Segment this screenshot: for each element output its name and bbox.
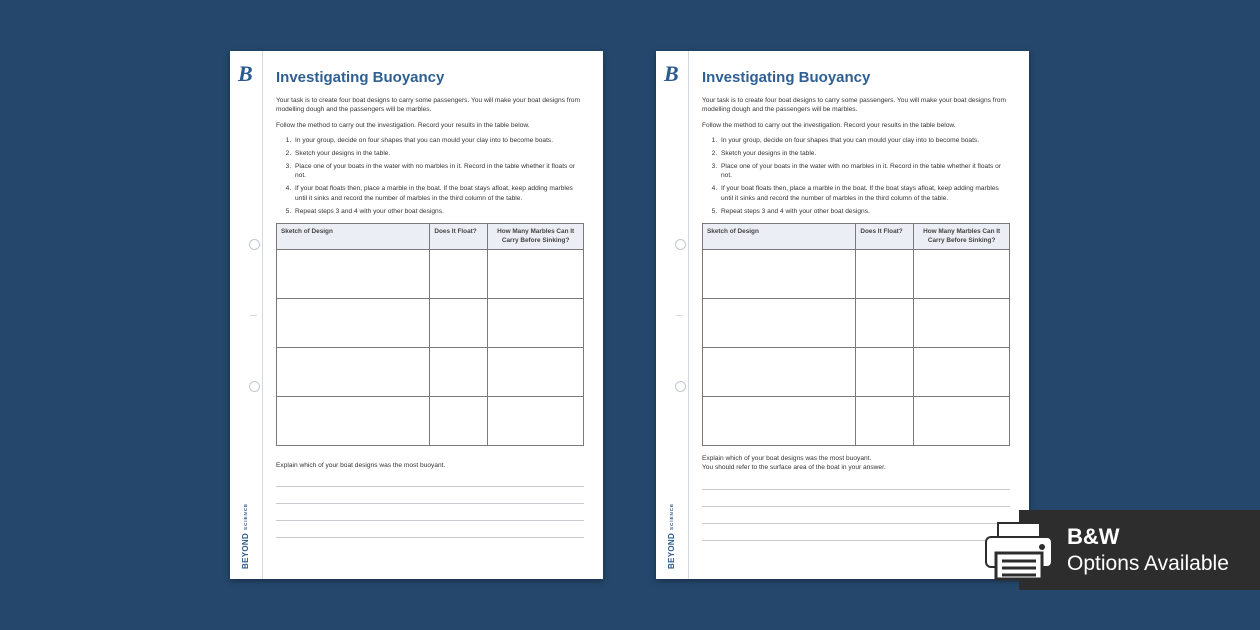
binder-rail <box>230 51 263 579</box>
method-step: 1. In your group, decide on four shapes that you can mould your clay into to become boats. <box>293 136 585 145</box>
table-header-sketch: Sketch of Design <box>703 224 856 250</box>
printer-icon <box>984 521 1054 581</box>
table-row <box>703 348 1010 397</box>
intro-text: Your task is to create four boat designs to carry some passengers. You will make your boat designs from modelling dough and the passengers will be marbles. <box>702 97 1006 114</box>
brand-wordmark: BEYONDSCIENCE <box>241 502 250 569</box>
method-text: Follow the method to carry out the investigation. Record your results in the table below. <box>702 121 956 129</box>
method-step: 5. Repeat steps 3 and 4 with your other boat designs. <box>293 207 585 216</box>
table-row <box>277 299 584 348</box>
table-header-marbles: How Many Marbles Can It Carry Before Sinking? <box>914 224 1010 250</box>
table-header-sketch: Sketch of Design <box>277 224 430 250</box>
worksheet-title: Investigating Buoyancy <box>276 69 445 86</box>
worksheet-title: Investigating Buoyancy <box>702 69 871 86</box>
table-cell <box>856 250 914 299</box>
intro-text: Your task is to create four boat designs to carry some passengers. You will make your boat designs from modelling dough and the passengers will be marbles. <box>276 97 580 114</box>
table-row <box>277 348 584 397</box>
table-row <box>703 397 1010 446</box>
results-table <box>276 223 584 446</box>
answer-line <box>276 486 584 487</box>
table-cell <box>277 299 430 348</box>
answer-line <box>702 506 1010 507</box>
table-cell <box>277 397 430 446</box>
binder-rail <box>656 51 689 579</box>
table-cell <box>488 397 584 446</box>
table-cell <box>703 250 856 299</box>
explain-prompt: Explain which of your boat designs was the most buoyant. <box>276 462 446 470</box>
method-step: 3. Place one of your boats in the water with no marbles in it. Record in the table whether it floats or not. <box>719 162 1011 181</box>
method-step: 4. If your boat floats then, place a marble in the boat. If the boat stays afloat, keep adding marbles until it sinks and record the number of marbles in the third column of the table. <box>719 184 1011 203</box>
table-cell <box>914 299 1010 348</box>
answer-line <box>276 537 584 538</box>
method-step: 3. Place one of your boats in the water with no marbles in it. Record in the table whether it floats or not. <box>293 162 585 181</box>
banner-title: B&W <box>1067 524 1120 549</box>
table-row <box>277 250 584 299</box>
answer-line <box>276 520 584 521</box>
method-text: Follow the method to carry out the investigation. Record your results in the table below. <box>276 121 530 129</box>
worksheet-content <box>702 69 1011 541</box>
table-cell <box>703 397 856 446</box>
banner-subtitle: Options Available <box>1067 552 1229 575</box>
table-cell <box>703 299 856 348</box>
results-table <box>702 223 1010 446</box>
worksheet-preview-color <box>230 51 603 579</box>
table-cell <box>430 299 488 348</box>
table-cell <box>488 299 584 348</box>
method-steps <box>276 136 585 216</box>
table-row <box>703 250 1010 299</box>
answer-line <box>702 523 1010 524</box>
punch-hole-icon <box>249 239 260 250</box>
beyond-logo-icon: B <box>664 61 679 86</box>
method-step: 5. Repeat steps 3 and 4 with your other boat designs. <box>719 207 1011 216</box>
method-steps <box>702 136 1011 216</box>
table-header-float: Does It Float? <box>856 224 914 250</box>
method-step: 2. Sketch your designs in the table. <box>719 149 1011 158</box>
answer-line <box>702 489 1010 490</box>
table-cell <box>430 250 488 299</box>
worksheet-content <box>276 69 585 538</box>
explain-line-2: You should refer to the surface area of the boat in your answer. <box>702 464 886 472</box>
table-cell <box>703 348 856 397</box>
method-step: 2. Sketch your designs in the table. <box>293 149 585 158</box>
fold-mark <box>676 315 683 316</box>
table-cell <box>488 348 584 397</box>
table-cell <box>914 250 1010 299</box>
explain-line-1: Explain which of your boat designs was the most buoyant. <box>702 455 872 463</box>
table-cell <box>914 348 1010 397</box>
table-cell <box>488 250 584 299</box>
method-step: 1. In your group, decide on four shapes that you can mould your clay into to become boats. <box>719 136 1011 145</box>
table-cell <box>430 397 488 446</box>
brand-wordmark: BEYONDSCIENCE <box>667 502 676 569</box>
table-cell <box>277 348 430 397</box>
table-cell <box>914 397 1010 446</box>
table-row <box>277 397 584 446</box>
method-step: 4. If your boat floats then, place a marble in the boat. If the boat stays afloat, keep adding marbles until it sinks and record the number of marbles in the third column of the table. <box>293 184 585 203</box>
punch-hole-icon <box>249 381 260 392</box>
table-header-marbles: How Many Marbles Can It Carry Before Sinking? <box>488 224 584 250</box>
explain-prompt <box>702 454 1011 473</box>
answer-line <box>276 503 584 504</box>
table-cell <box>430 348 488 397</box>
table-row <box>703 299 1010 348</box>
table-cell <box>856 397 914 446</box>
punch-hole-icon <box>675 239 686 250</box>
fold-mark <box>250 315 257 316</box>
table-cell <box>856 299 914 348</box>
beyond-logo-icon: B <box>238 61 253 86</box>
table-cell <box>277 250 430 299</box>
punch-hole-icon <box>675 381 686 392</box>
bw-options-banner <box>1019 510 1260 590</box>
worksheet-preview-bw <box>656 51 1029 579</box>
answer-line <box>702 540 1010 541</box>
table-cell <box>856 348 914 397</box>
table-header-float: Does It Float? <box>430 224 488 250</box>
